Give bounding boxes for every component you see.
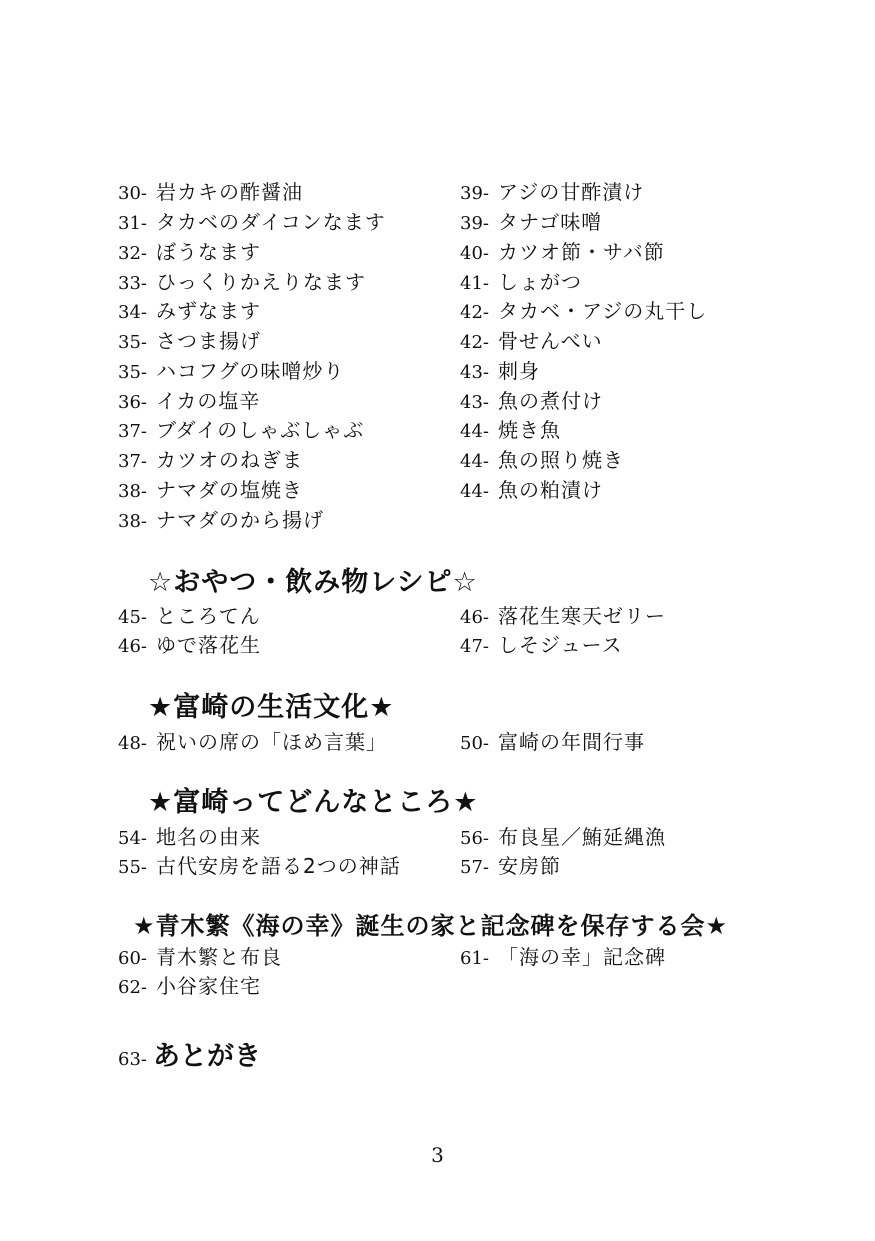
toc-entry: 35- ハコフグの味噌炒り [118,359,345,383]
toc-entry: 61- 「海の幸」記念碑 [460,945,666,969]
page-number: 3 [431,1143,444,1167]
toc-entry-afterword: 63- あとがき [118,1041,261,1072]
toc-entry: 35- さつま揚げ [118,329,261,353]
toc-entry: 46- 落花生寒天ゼリー [460,604,666,628]
toc-entry: 38- ナマダの塩焼き [118,478,303,502]
toc-entry: 40- カツオ節・サバ節 [460,240,665,264]
toc-entry: 42- 骨せんべい [460,329,603,353]
toc-entry: 56- 布良星／鮪延縄漁 [460,825,666,849]
toc-entry: 39- アジの甘酢漬け [460,180,645,204]
toc-entry: 54- 地名の由来 [118,825,261,849]
toc-entry: 32- ぼうなます [118,240,261,264]
toc-entry: 42- タカベ・アジの丸干し [460,299,708,323]
toc-entry: 41- しょがつ [460,270,582,294]
toc-entry: 55- 古代安房を語る2つの神話 [118,854,401,878]
toc-entry: 44- 魚の粕漬け [460,478,603,502]
toc-entry: 50- 富崎の年間行事 [460,730,645,754]
section-heading-culture: ★富崎の生活文化★ [148,692,395,723]
toc-entry: 43- 刺身 [460,359,540,383]
toc-entry: 47- しそジュース [460,633,623,657]
toc-entry: 62- 小谷家住宅 [118,974,261,998]
toc-entry: 30- 岩カキの酢醤油 [118,180,303,204]
toc-entry: 48- 祝いの席の「ほめ言葉」 [118,730,387,754]
toc-entry: 39- タナゴ味噌 [460,210,603,234]
toc-entry: 36- イカの塩辛 [118,389,261,413]
section-heading-snacks: ☆おやつ・飲み物レシピ☆ [148,567,478,598]
toc-entry: 37- ブダイのしゃぶしゃぶ [118,418,365,442]
toc-entry: 46- ゆで落花生 [118,633,261,657]
toc-entry: 33- ひっくりかえりなます [118,270,366,294]
toc-entry: 34- みずなます [118,299,261,323]
toc-entry: 44- 焼き魚 [460,418,561,442]
section-heading-place: ★富崎ってどんなところ★ [148,787,479,818]
toc-entry: 38- ナマダのから揚げ [118,508,324,532]
toc-entry: 45- ところてん [118,604,261,628]
toc-entry: 31- タカベのダイコンなます [118,210,386,234]
toc-entry: 37- カツオのねぎま [118,448,303,472]
section-heading-aoki: ★青木繁《海の幸》誕生の家と記念碑を保存する会★ [133,912,729,940]
toc-entry: 60- 青木繁と布良 [118,945,282,969]
toc-entry: 44- 魚の照り焼き [460,448,624,472]
toc-entry: 57- 安房節 [460,854,561,878]
toc-entry: 43- 魚の煮付け [460,389,603,413]
